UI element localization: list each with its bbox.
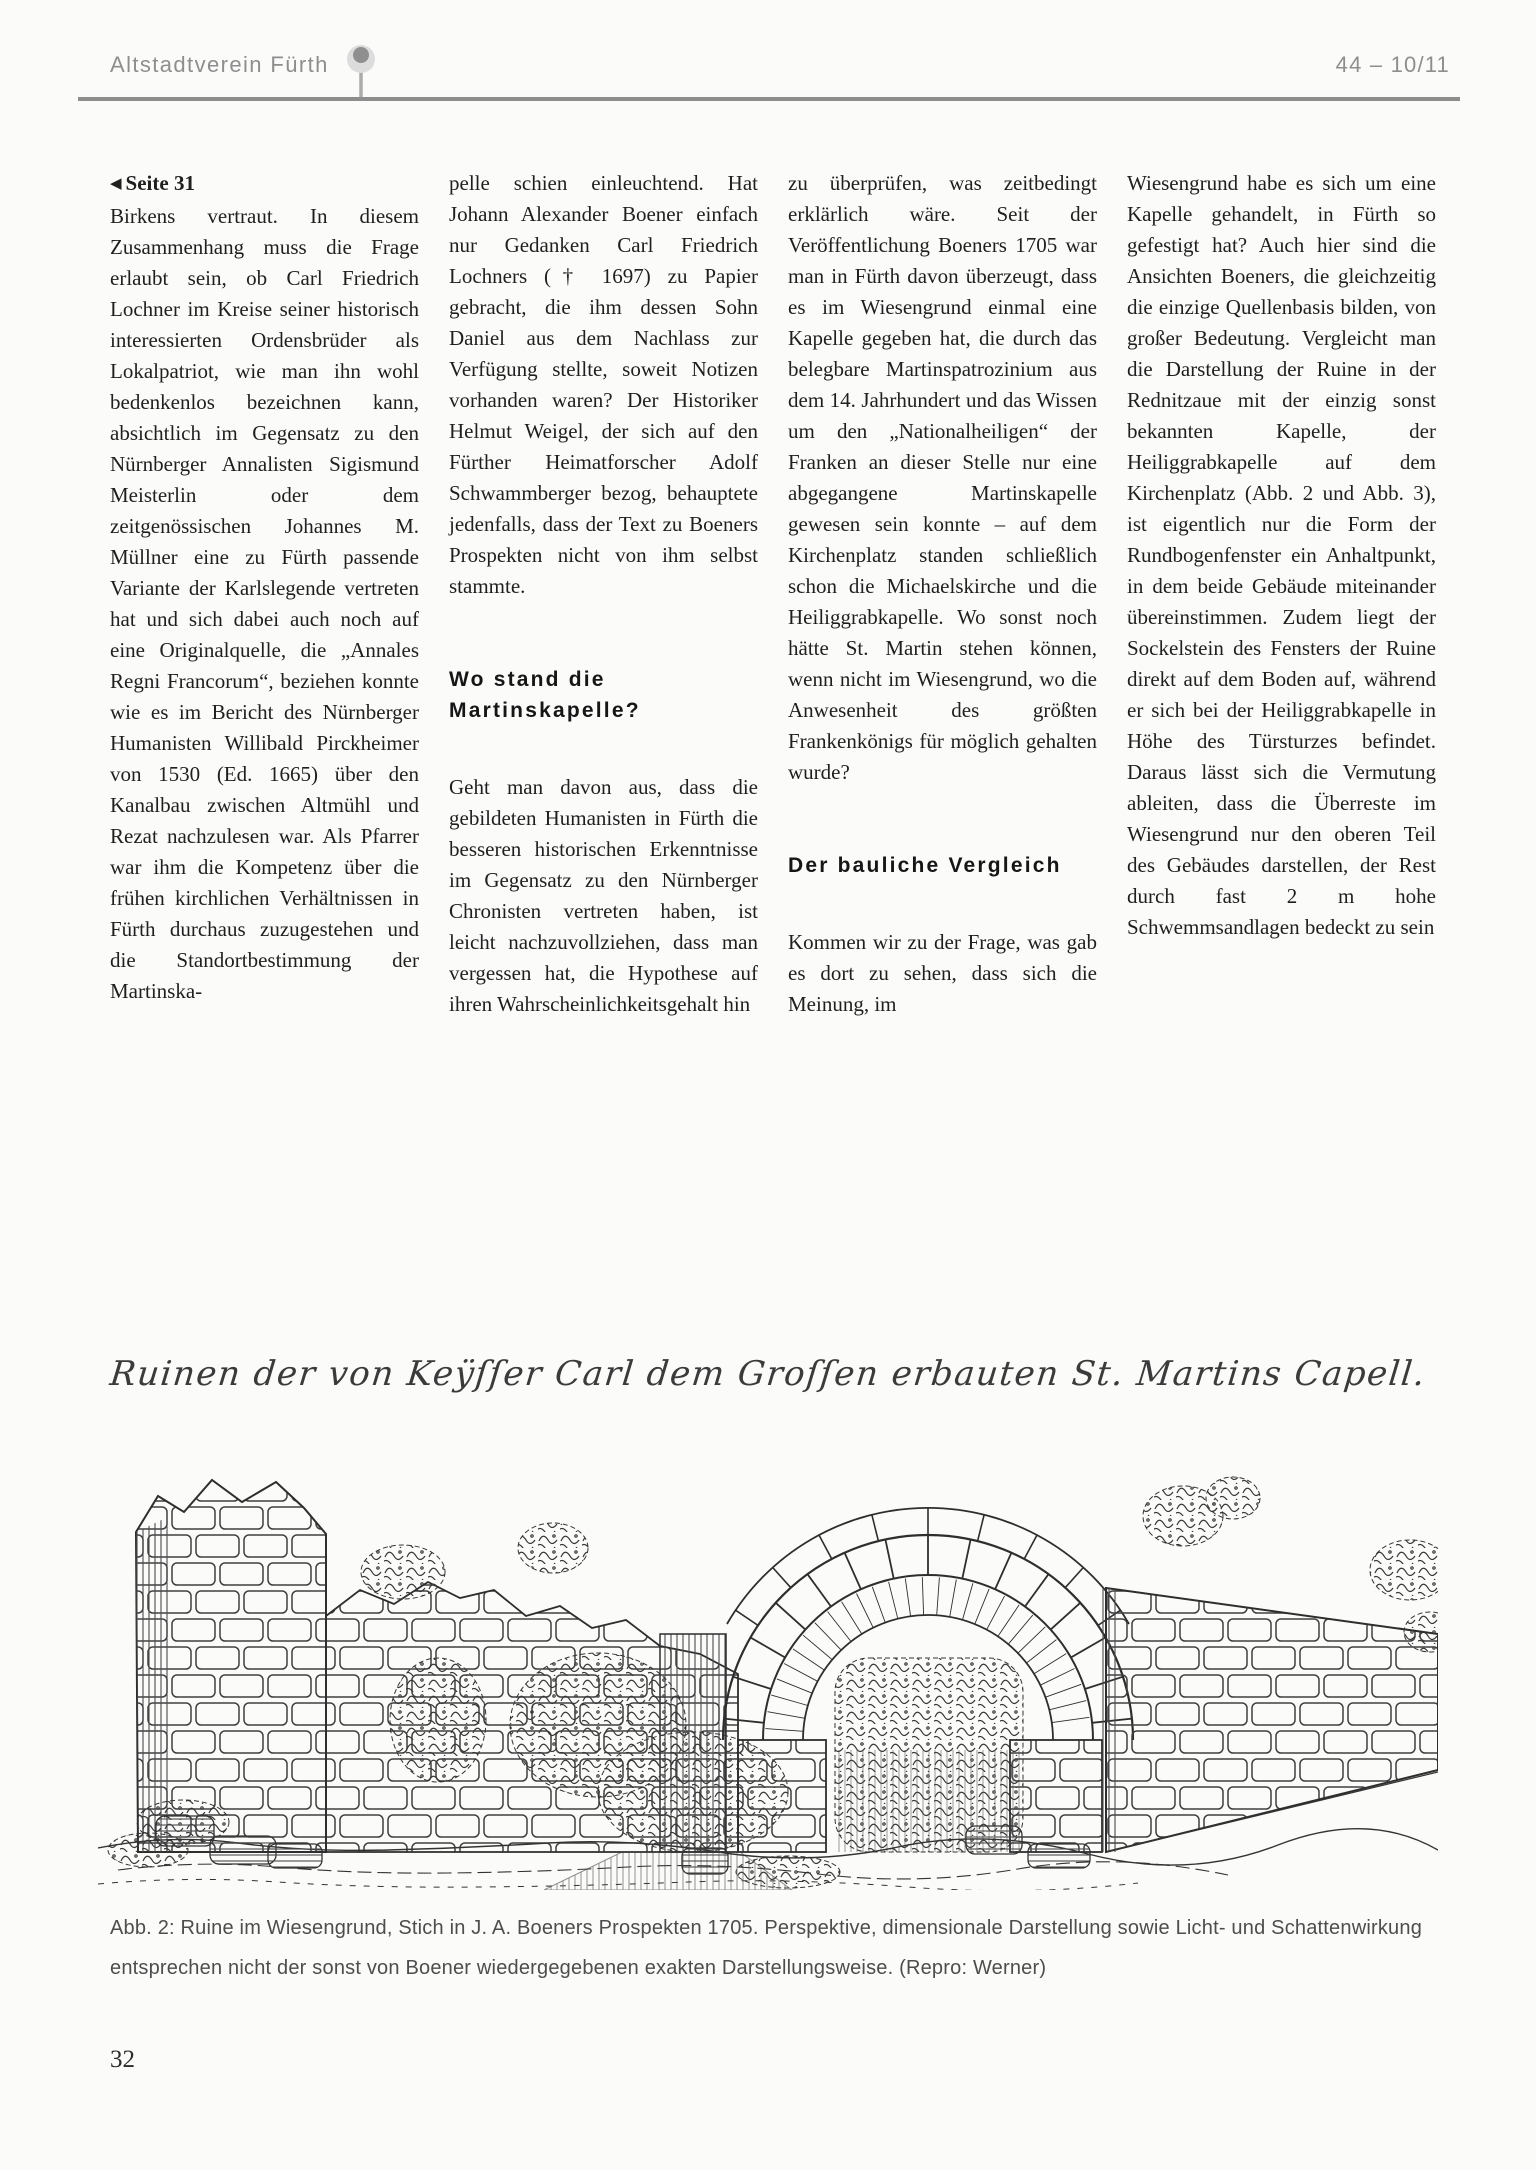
masthead-brand: Altstadtverein Fürth: [110, 52, 329, 77]
page-continuation-label: Seite 31: [125, 171, 195, 195]
figure-caption: Abb. 2: Ruine im Wiesengrund, Stich in J. A. Boeners Prospekten 1705. Perspektive, dimensionale Darstellung sowie Licht- und Schattenwirkung entsprechen nicht der sonst von Boener wiedergegebenen exakten Darstellungsweise. (Repro: Werner): [110, 1917, 1423, 1979]
foreground-path: [544, 1852, 792, 1890]
masthead-issue: 44 – 10/11: [1335, 52, 1450, 77]
article-columns: [110, 168, 1436, 1020]
body-paragraph: Birkens vertraut. In diesem Zusammenhang muss die Frage erlaubt sein, ob Carl Friedrich Lochner im Kreise seiner historisch interessierten Ordensbrüder als Lokalpatriot, wie man ihn wohl bedenkenlos bezeichnen kann, absichtlich im Gegensatz zu den Nürnberger Annalisten Sigismund Meisterlin oder dem zeitgenössischen Johannes M. Müllner eine zu Fürth passende Variante der Karlslegende vertreten hat und sich dabei auch noch auf eine Originalquelle, die „Annales Regni Francorum“, beziehen konnte wie es im Bericht des Nürnberger Humanisten Willibald Pirckheimer von 1530 (Ed. 1665) über den Kanalbau zwischen Altmühl und Rezat nachzulesen war. Als Pfarrer war ihm die Kompetenz über die frühen kirchlichen Verhältnissen in Fürth durchaus zuzugestehen und die Standortbestimmung der Martinska-: [110, 204, 419, 1003]
page-number: 32: [110, 2046, 135, 2073]
section-heading-vergleich: Der bauliche Vergleich: [788, 854, 1062, 877]
tree-icon: [344, 42, 378, 98]
arrow-left-icon: ◀: [110, 174, 122, 192]
body-paragraph: Wiesengrund habe es sich um eine Kapelle gehandelt, in Fürth so gefestigt hat? Auch hier sind die Ansichten Boeners, die gleichzeitig die einzige Quellenbasis bilden, von großer Bedeutung. Vergleicht man die Darstellung der Ruine in der Rednitzaue mit der einzig sonst bekannten Kapelle, der Heiliggrabkapelle auf dem Kirchenplatz (Abb. 2 und Abb. 3), ist eigentlich nur die Form der Rundbogenfenster ein Anhaltpunkt, in dem beide Gebäude miteinander übereinstimmen. Zudem liegt der Sockelstein des Fensters der Ruine direkt auf dem Boden auf, während er sich bei der Heiliggrabkapelle in Höhe des Türsturzes befindet. Daraus lässt sich die Vermutung ableiten, dass die Überreste im Wiesengrund nur den oberen Teil des Gebäudes darstellen, der Rest durch fast 2 m hohe Schwemmsandlagen bedeckt zu sein: [1127, 171, 1436, 939]
body-paragraph: pelle schien einleuchtend. Hat Johann Alexander Boener einfach nur Gedanken Carl Friedrich Lochners († 1697) zu Papier gebracht, die ihm dessen Sohn Daniel aus dem Nachlass zur Verfügung stellte, soweit Notizen vorhanden waren? Der Historiker Helmut Weigel, der sich auf den Fürther Heimatforscher Adolf Schwammberger bezog, behauptete jedenfalls, dass der Text zu Boeners Prospekten nicht von ihm selbst stammte.: [449, 171, 758, 598]
column-3: [788, 168, 1097, 1020]
body-paragraph: zu überprüfen, was zeitbedingt erklärlich wäre. Seit der Veröffentlichung Boeners 1705 war man in Fürth davon überzeugt, dass es im Wiesengrund einmal eine Kapelle gegeben hat, die durch das belegbare Martinspatrozinium aus dem 14. Jahrhundert und das Wissen um den „Nationalheiligen“ der Franken an dieser Stelle nur eine abgegangene Martinskapelle gewesen sein konnte – auf dem Kirchenplatz standen schließlich schon die Michaelskirche und die Heiliggrabkapelle. Wo sonst noch hätte St. Martin stehen können, wenn nicht im Wiesengrund, wo die Anwesenheit des größten Frankenkönigs für möglich gehalten wurde?: [788, 171, 1097, 784]
ruin-engraving: [98, 1420, 1438, 1890]
page-continuation-ref: [110, 168, 419, 201]
column-1: [110, 168, 419, 1020]
engraving-handwritten-title: Ruinen der von Keÿſſer Carl dem Groſſen erbauten St. Martins Capell.: [108, 1354, 1428, 1394]
body-paragraph: Kommen wir zu der Frage, was gab es dort zu sehen, dass sich die Meinung, im: [788, 930, 1097, 1016]
column-4: [1127, 168, 1436, 1020]
body-paragraph: Geht man davon aus, dass die gebildeten Humanisten in Fürth die besseren historischen Erkenntnisse im Gegensatz zu den Nürnberger Chronisten vertreten haben, ist leicht nachzuvollziehen, dass man vergessen hat, die Hypothese auf ihren Wahrscheinlichkeitsgehalt hin: [449, 775, 758, 1016]
arch-jambs: [738, 1740, 1102, 1852]
section-heading-martinskapelle: Wo stand die Martinskapelle?: [449, 668, 641, 722]
header-rule: [78, 97, 1460, 101]
column-2: [449, 168, 758, 1020]
left-tower: [136, 1480, 326, 1852]
